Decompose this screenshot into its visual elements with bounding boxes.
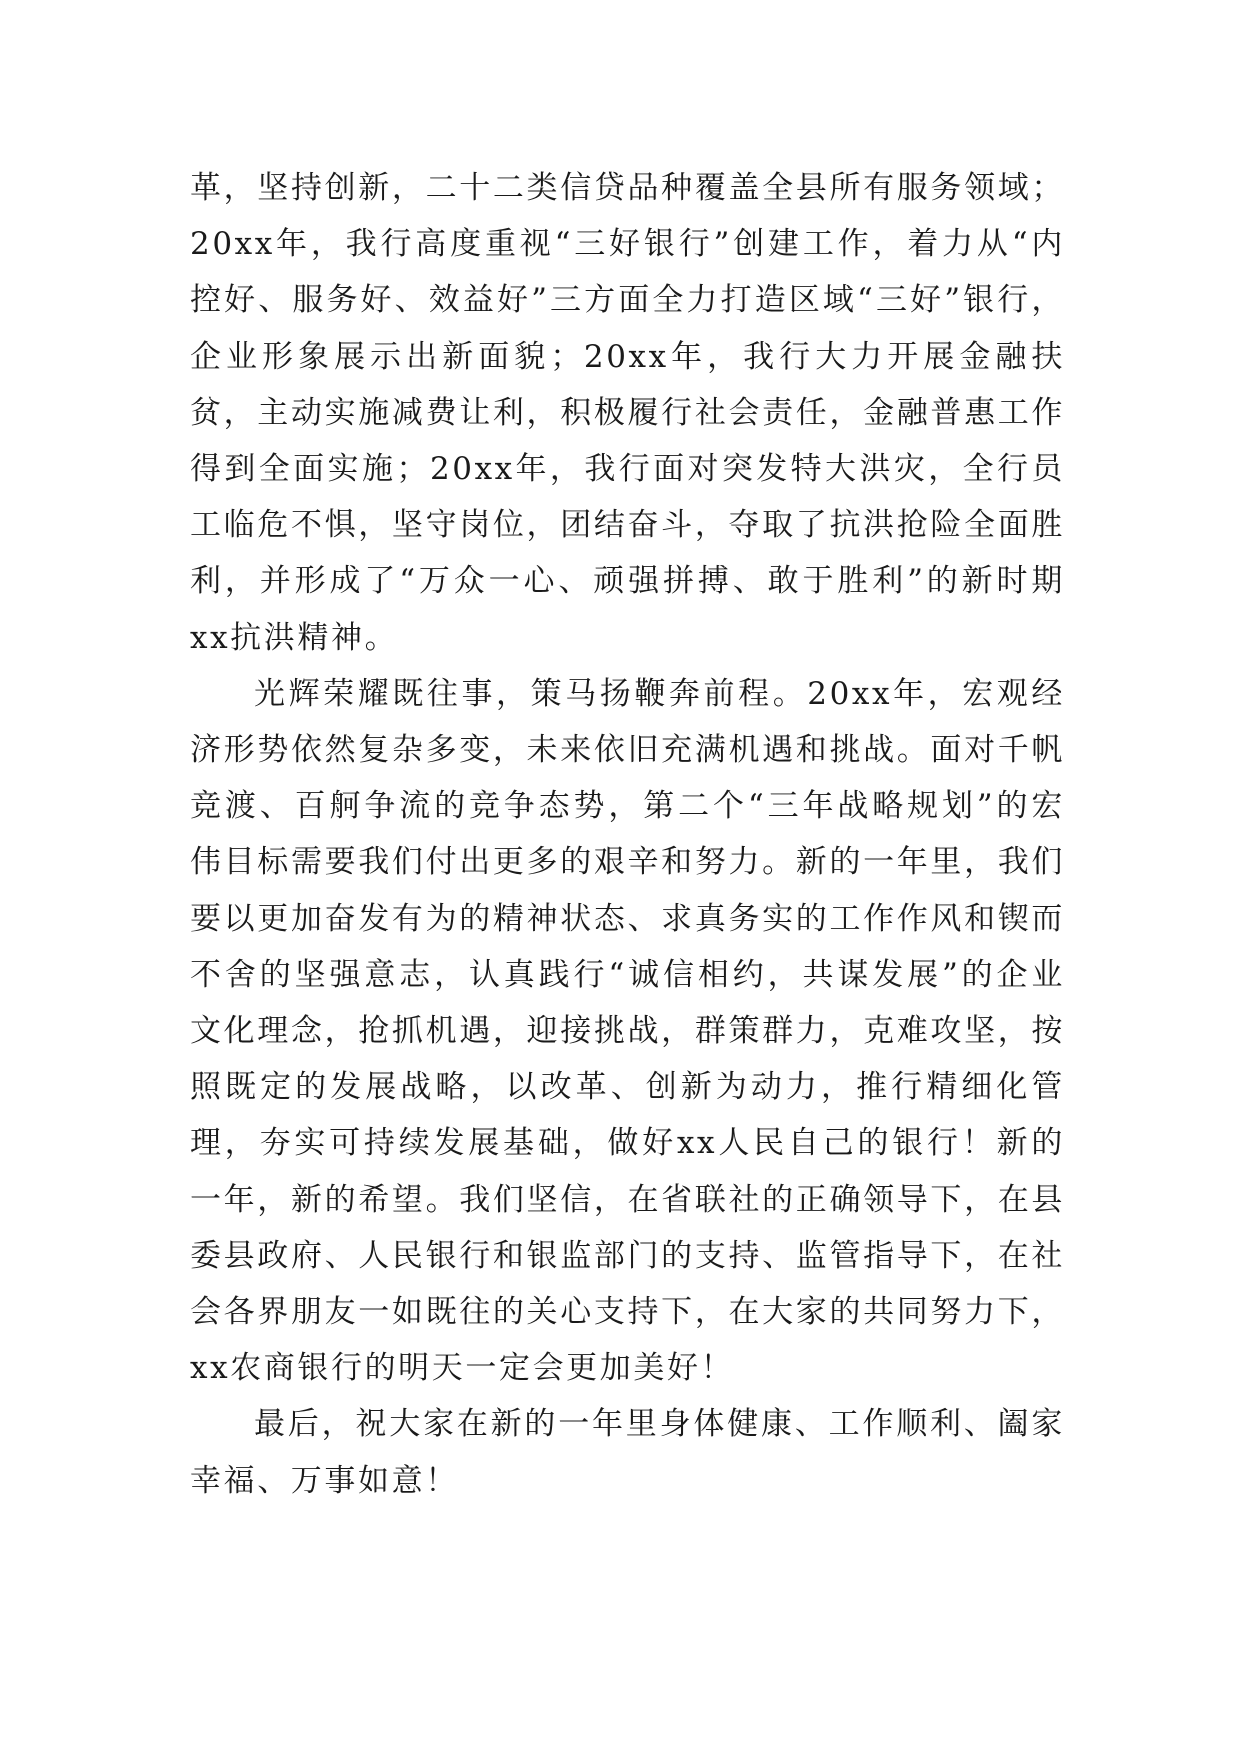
paragraph-continuation: 革，坚持创新，二十二类信贷品种覆盖全县所有服务领域；20xx年，我行高度重视“三好银行”创建工作，着力从“内控好、服务好、效益好”三方面全力打造区域“三好”银行，企业形象展示出新面貌；20xx年，我行大力开展金融扶贫，主动实施减费让利，积极履行社会责任，金融普惠工作得到全面实施；20xx年，我行面对突发特大洪灾，全行员工临危不惧，坚守岗位，团结奋斗，夺取了抗洪抢险全面胜利，并形成了“万众一心、顽强拼搏、敢于胜利”的新时期xx抗洪精神。: [190, 170, 1065, 656]
paragraph-closing-wishes: 最后，祝大家在新的一年里身体健康、工作顺利、阖家幸福、万事如意！: [190, 1406, 1065, 1499]
paragraph-outlook: 光辉荣耀既往事，策马扬鞭奔前程。20xx年，宏观经济形势依然复杂多变，未来依旧充满机遇和挑战。面对千帆竞渡、百舸争流的竞争态势，第二个“三年战略规划”的宏伟目标需要我们付出更多的艰辛和努力。新的一年里，我们要以更加奋发有为的精神状态、求真务实的工作作风和锲而不舍的坚强意志，认真践行“诚信相约，共谋发展”的企业文化理念，抢抓机遇，迎接挑战，群策群力，克难攻坚，按照既定的发展战略，以改革、创新为动力，推行精细化管理，夯实可持续发展基础，做好xx人民自己的银行！新的一年，新的希望。我们坚信，在省联社的正确领导下，在县委县政府、人民银行和银监部门的支持、监管指导下，在社会各界朋友一如既往的关心支持下，在大家的共同努力下，xx农商银行的明天一定会更加美好！: [190, 675, 1065, 1387]
document-body: [190, 160, 1065, 1509]
